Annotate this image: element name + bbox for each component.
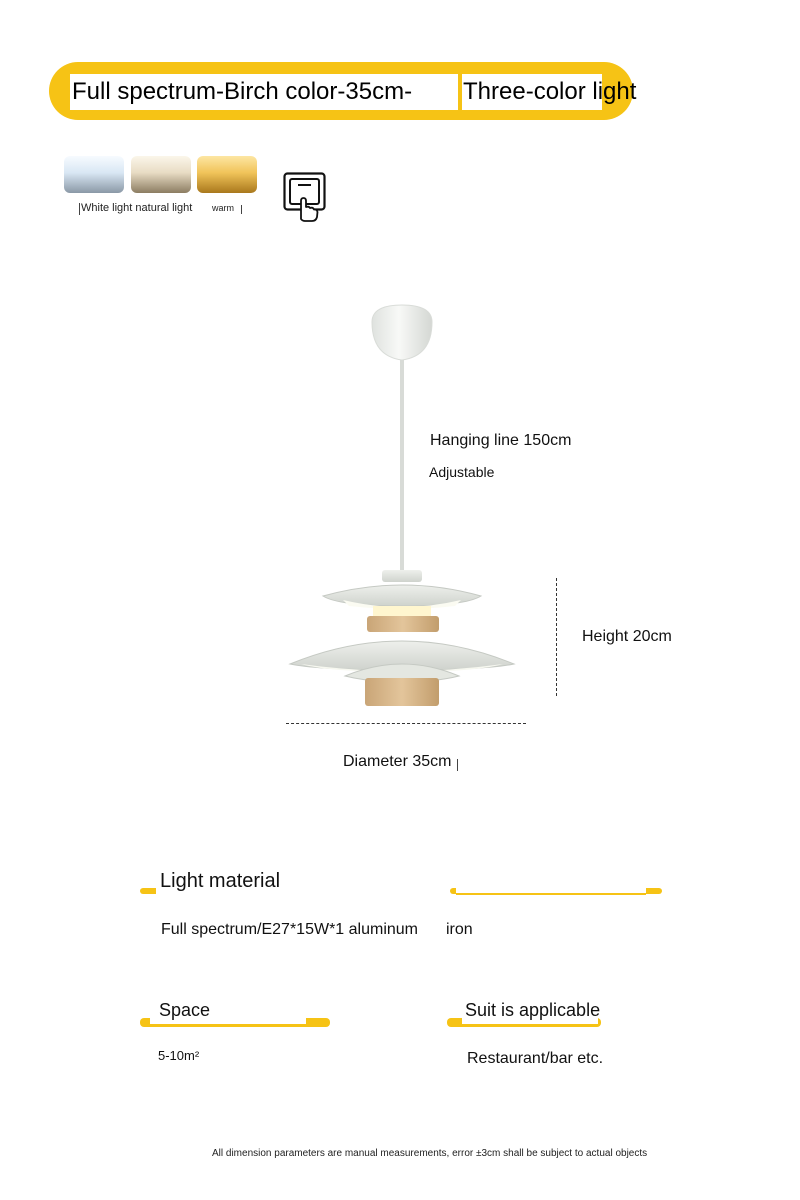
light-material-bar-line: [456, 893, 646, 895]
variant-label: Full spectrum-Birch color-35cm-: [72, 78, 413, 105]
white-natural-label: White light natural light: [81, 202, 193, 214]
warm-label: warm: [212, 203, 234, 213]
white-light-swatch: [64, 156, 124, 193]
height-label: Height 20cm: [582, 628, 672, 645]
diameter-label-tick: [457, 759, 458, 771]
touch-switch-icon: [282, 171, 328, 228]
height-dimension-line: [556, 578, 557, 696]
diameter-label: Diameter 35cm: [343, 753, 452, 770]
light-type-label: Three-color light: [463, 78, 637, 105]
natural-light-swatch: [131, 156, 191, 193]
pendant-lamp-image: [285, 300, 525, 715]
adjustable-label: Adjustable: [429, 464, 495, 480]
space-value: 5-10m²: [158, 1048, 200, 1063]
swatch-label-tick: [241, 205, 242, 214]
space-title: Space: [159, 1000, 211, 1020]
light-material-value-2: iron: [446, 921, 473, 938]
warm-light-swatch: [197, 156, 257, 193]
light-material-bar-gap: [456, 880, 646, 894]
measurement-footnote: All dimension parameters are manual measurements, error ±3cm shall be subject to actual objects: [212, 1148, 648, 1159]
suit-value: Restaurant/bar etc.: [467, 1050, 604, 1067]
light-material-value: Full spectrum/E27*15W*1 aluminum: [161, 921, 418, 938]
light-material-title: Light material: [160, 870, 281, 892]
hanging-line-label: Hanging line 150cm: [430, 432, 572, 449]
swatch-label-tick: [79, 203, 80, 215]
diameter-dimension-line: [286, 723, 526, 724]
suit-title: Suit is applicable: [465, 1000, 601, 1020]
